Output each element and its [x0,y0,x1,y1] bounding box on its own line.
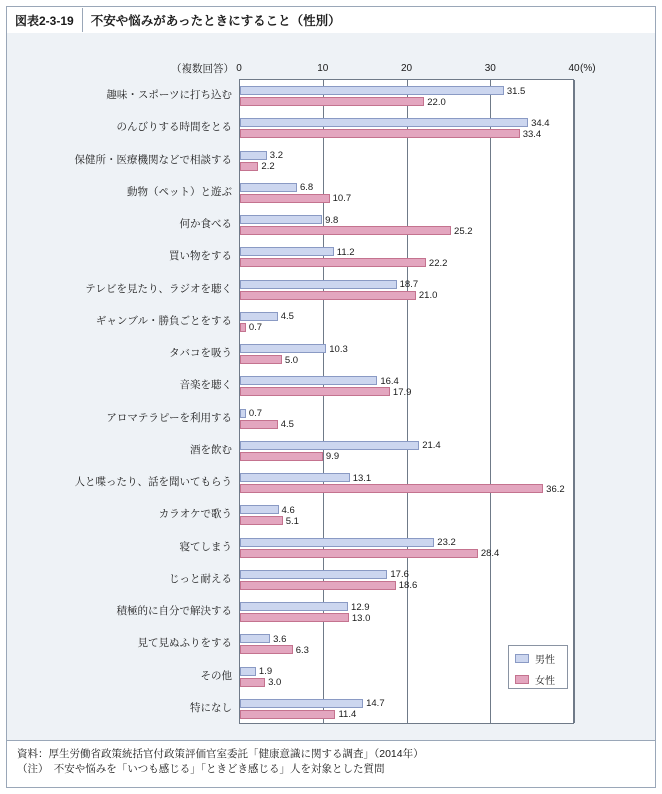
source-note: 資料：厚生労働省政策統括官付政策評価官室委託「健康意識に関する調査」（2014年） [17,748,424,760]
x-tick-label: 30 [484,63,496,74]
category-label: のんびりする時間をとる [116,121,232,134]
bar-value-label: 34.4 [531,117,550,129]
bar-value-label: 5.0 [284,354,299,366]
bar-female [240,549,478,558]
category-label: 人と喋ったり、話を聞いてもらう [74,476,232,489]
bar-female [240,581,396,590]
bar-male [240,409,246,418]
category-label: その他 [200,669,232,682]
bar-value-label: 4.5 [280,311,294,323]
bar-value-label: 21.4 [422,440,441,452]
gridline [323,80,324,723]
bar-value-label: 6.3 [295,644,309,656]
bar-value-label: 6.8 [299,182,314,194]
bar-value-label: 17.6 [390,569,409,581]
bar-female [240,645,293,654]
bar-male [240,602,348,611]
bar-female [240,291,416,300]
bar-male [240,441,419,450]
bar-value-label: 23.2 [437,537,456,548]
category-label: テレビを見たり、ラジオを聴く [85,282,232,295]
bar-male [240,183,297,192]
bar-female [240,678,265,687]
bar-value-label: 10.7 [332,193,352,205]
figure-number: 図表2-3-19 [15,13,74,28]
bar-male [240,634,270,643]
bar-value-label: 11.4 [338,709,357,721]
explanatory-note: （注） 不安や悩みを「いつも感じる」「ときどき感じる」人を対象とした質問 [17,763,385,776]
bar-value-label: 17.9 [392,386,412,398]
bar-male [240,473,350,482]
bar-value-label: 36.2 [546,483,565,495]
chart-legend [508,645,568,689]
bar-female [240,162,258,171]
category-label: アロマテラピーを利用する [106,411,232,424]
bar-male [240,247,334,256]
bar-male [240,215,322,224]
gridline [490,80,491,723]
bar-male [240,505,279,514]
category-label: 寝てしまう [179,540,232,553]
category-label: 積極的に自分で解決する [116,605,232,618]
plot-area [239,79,574,724]
bar-male [240,376,377,385]
bar-value-label: 1.9 [258,666,273,677]
legend-swatch-female [515,675,529,684]
bar-value-label: 22.0 [427,96,446,108]
figure-footer [7,740,655,787]
x-tick-label: 10 [317,63,329,74]
category-label: ギャンブル・勝負ごとをする [95,314,232,327]
category-label: じっと耐える [169,572,232,585]
bar-female [240,613,349,622]
bar-male [240,151,267,160]
legend-item-female [515,672,561,687]
bar-female [240,129,520,138]
bar-value-label: 14.7 [366,698,385,710]
multiple-answer-note: （複数回答） [171,63,234,75]
figure-frame [6,6,656,788]
bar-male [240,667,256,676]
bar-male [240,118,528,127]
bar-value-label: 2.2 [261,161,275,172]
bar-value-label: 4.6 [281,504,295,516]
bar-value-label: 3.2 [269,150,284,161]
category-label: 趣味・スポーツに打ち込む [106,89,232,102]
bar-value-label: 4.5 [280,419,294,430]
bar-value-label: 10.3 [329,343,348,355]
figure-header [7,7,655,34]
x-tick-label: 40 [568,63,580,74]
bar-female [240,323,246,332]
category-label: タバコを吸う [169,347,232,360]
legend-item-male [515,651,561,666]
bar-value-label: 13.1 [352,472,372,484]
gridline [574,80,575,723]
category-label: 買い物をする [169,250,232,263]
bar-value-label: 28.4 [480,548,500,559]
bar-female [240,97,424,106]
bar-value-label: 9.9 [325,451,340,463]
legend-label-male: 男性 [535,655,555,666]
bar-male [240,570,387,579]
bar-value-label: 3.0 [268,677,282,688]
bar-value-label: 22.2 [428,257,448,269]
page-title: 不安や悩みがあったときにすること（性別） [90,14,341,28]
gridline [407,80,408,723]
x-tick-label: 20 [400,63,413,74]
bar-value-label: 16.4 [380,375,399,387]
bar-male [240,86,504,95]
bar-male [240,280,397,289]
bar-female [240,355,282,364]
legend-swatch-male [515,654,529,663]
bar-value-label: 33.4 [522,128,542,140]
axis-unit-label: (%) [580,63,596,74]
bar-value-label: 11.2 [336,246,355,258]
category-label: 音楽を聴く [179,379,232,392]
bar-value-label: 18.6 [398,580,418,592]
bar-female [240,387,390,396]
bar-female [240,226,451,235]
category-label: 見て見ぬふりをする [137,637,232,650]
category-label: 動物（ペット）と遊ぶ [127,185,232,198]
bar-value-label: 13.0 [351,612,371,624]
chart-panel [7,33,655,740]
category-label: カラオケで歌う [158,508,232,521]
category-label: 何か食べる [179,218,232,231]
bar-value-label: 9.8 [325,214,339,226]
bar-male [240,699,363,708]
bar-male [240,538,434,547]
bar-value-label: 0.7 [248,322,263,334]
bar-female [240,452,323,461]
bar-female [240,420,278,429]
bar-value-label: 18.7 [399,279,419,290]
x-tick-label: 0 [236,63,242,74]
legend-label-female: 女性 [535,676,555,687]
category-label: 保健所・医療機関などで相談する [74,153,232,166]
bar-female [240,484,543,493]
bar-value-label: 25.2 [454,225,473,237]
bar-female [240,710,335,719]
bar-female [240,516,283,525]
bar-value-label: 12.9 [351,601,370,613]
bar-value-label: 3.6 [273,633,287,645]
bar-value-label: 31.5 [506,85,526,97]
header-divider [82,8,83,32]
category-label: 酒を飲む [190,443,232,456]
bar-female [240,258,426,267]
bar-value-label: 21.0 [418,290,438,301]
bar-male [240,344,326,353]
bar-value-label: 5.1 [285,515,299,527]
bar-male [240,312,278,321]
category-label: 特になし [190,701,232,714]
bar-value-label: 0.7 [248,408,263,419]
bar-female [240,194,330,203]
